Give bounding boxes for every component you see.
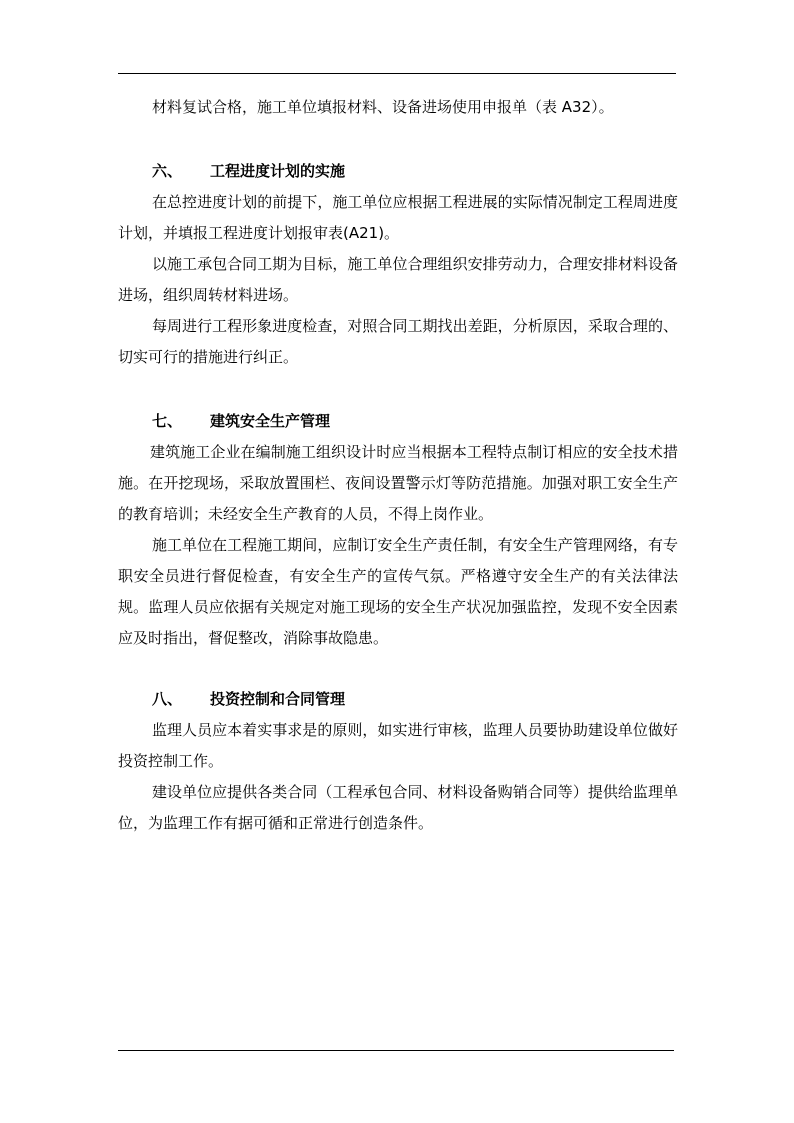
section-number-7: 七、 [152, 412, 183, 430]
section-heading-7 [118, 406, 678, 437]
section-title-8: 投资控制和合同管理 [210, 690, 346, 708]
footer-rule [118, 1050, 674, 1051]
section-title-6: 工程进度计划的实施 [210, 162, 346, 180]
section-number-6: 六、 [152, 162, 183, 180]
section-title-7: 建筑安全生产管理 [210, 412, 331, 430]
section-heading-8 [118, 684, 678, 715]
section-6-paragraph-1: 在总控进度计划的前提下，施工单位应根据工程进展的实际情况制定工程周进度计划，并填报工程进度计划报审表(A21)。 [118, 193, 678, 242]
document-body [118, 92, 678, 839]
intro-paragraph: 材料复试合格，施工单位填报材料、设备进场使用申报单（表 A32）。 [152, 98, 614, 116]
section-6-paragraph-3: 每周进行工程形象进度检查，对照合同工期找出差距，分析原因，采取合理的、切实可行的措施进行纠正。 [118, 317, 678, 366]
section-7-paragraph-2: 施工单位在工程施工期间，应制订安全生产责任制，有安全生产管理网络，有专职安全员进行督促检查，有安全生产的宣传气氛。严格遵守安全生产的有关法律法规。监理人员应依据有关规定对施工现场的安全生产状况加强监控，发现不安全因素应及时指出，督促整改，消除事故隐患。 [118, 536, 678, 647]
section-8-paragraph-1: 监理人员应本着实事求是的原则，如实进行审核，监理人员要协助建设单位做好投资控制工作。 [118, 721, 678, 770]
header-rule [118, 73, 676, 74]
section-heading-6 [118, 156, 678, 187]
section-6-paragraph-2: 以施工承包合同工期为目标，施工单位合理组织安排劳动力，合理安排材料设备进场，组织周转材料进场。 [118, 255, 678, 304]
section-7-paragraph-1: 建筑施工企业在编制施工组织设计时应当根据本工程特点制订相应的安全技术措施。在开挖现场，采取放置围栏、夜间设置警示灯等防范措施。加强对职工安全生产的教育培训；未经安全生产教育的人员，不得上岗作业。 [118, 443, 678, 523]
section-8-paragraph-2: 建设单位应提供各类合同（工程承包合同、材料设备购销合同等）提供给监理单位，为监理工作有据可循和正常进行创造条件。 [118, 783, 678, 832]
section-number-8: 八、 [152, 690, 183, 708]
